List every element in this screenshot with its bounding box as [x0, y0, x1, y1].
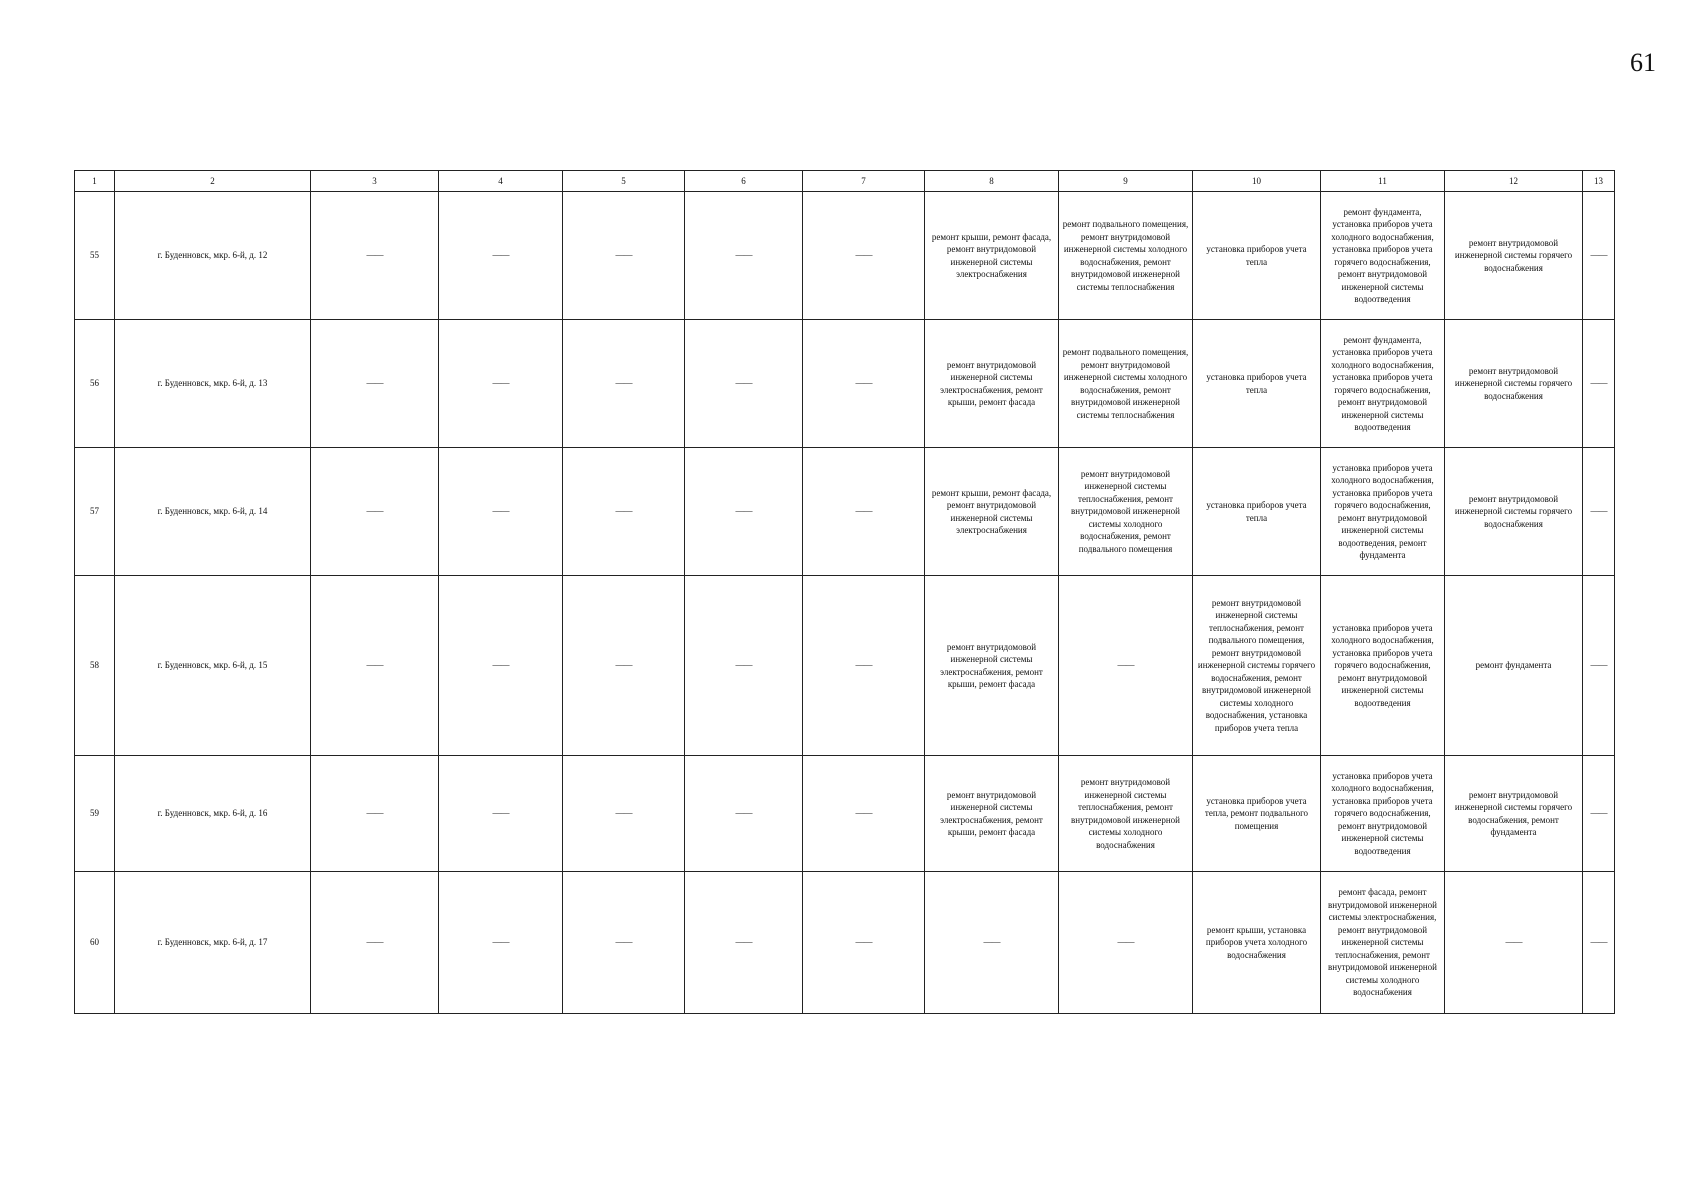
cell-col6: —— [685, 448, 803, 576]
cell-col13: —— [1583, 872, 1615, 1014]
row-number: 59 [75, 756, 115, 872]
address-cell: г. Буденновск, мкр. 6-й, д. 17 [115, 872, 311, 1014]
cell-col8: ремонт внутридомовой инженерной системы электроснабжения, ремонт крыши, ремонт фасада [925, 756, 1059, 872]
table-row [75, 872, 1615, 1014]
column-header-5: 5 [563, 171, 685, 192]
cell-col5: —— [563, 576, 685, 756]
cell-col8: —— [925, 872, 1059, 1014]
cell-col12: ремонт фундамента [1445, 576, 1583, 756]
cell-col12: ремонт внутридомовой инженерной системы горячего водоснабжения, ремонт фундамента [1445, 756, 1583, 872]
cell-col10: ремонт крыши, установка приборов учета холодного водоснабжения [1193, 872, 1321, 1014]
cell-col10: установка приборов учета тепла [1193, 320, 1321, 448]
column-header-9: 9 [1059, 171, 1193, 192]
cell-col4: —— [439, 756, 563, 872]
row-number: 60 [75, 872, 115, 1014]
cell-col7: —— [803, 192, 925, 320]
cell-col12: ремонт внутридомовой инженерной системы горячего водоснабжения [1445, 320, 1583, 448]
cell-col5: —— [563, 756, 685, 872]
cell-col10: установка приборов учета тепла, ремонт подвального помещения [1193, 756, 1321, 872]
cell-col3: —— [311, 756, 439, 872]
cell-col9: ремонт подвального помещения, ремонт внутридомовой инженерной системы холодного водоснабжения, ремонт внутридомовой инженерной системы теплоснабжения [1059, 192, 1193, 320]
column-header-12: 12 [1445, 171, 1583, 192]
header-row [75, 171, 1615, 192]
cell-col4: —— [439, 576, 563, 756]
cell-col8: ремонт крыши, ремонт фасада, ремонт внутридомовой инженерной системы электроснабжения [925, 192, 1059, 320]
row-number: 56 [75, 320, 115, 448]
column-header-3: 3 [311, 171, 439, 192]
cell-col3: —— [311, 576, 439, 756]
cell-col6: —— [685, 320, 803, 448]
cell-col13: —— [1583, 756, 1615, 872]
cell-col10: установка приборов учета тепла [1193, 192, 1321, 320]
cell-col3: —— [311, 192, 439, 320]
cell-col7: —— [803, 872, 925, 1014]
cell-col9: ремонт внутридомовой инженерной системы теплоснабжения, ремонт внутридомовой инженерной системы холодного водоснабжения [1059, 756, 1193, 872]
column-header-10: 10 [1193, 171, 1321, 192]
cell-col11: установка приборов учета холодного водоснабжения, установка приборов учета горячего водоснабжения, ремонт внутридомовой инженерной системы водоотведения [1321, 576, 1445, 756]
cell-col9: ремонт внутридомовой инженерной системы теплоснабжения, ремонт внутридомовой инженерной системы холодного водоснабжения, ремонт подвального помещения [1059, 448, 1193, 576]
address-cell: г. Буденновск, мкр. 6-й, д. 15 [115, 576, 311, 756]
cell-col10: установка приборов учета тепла [1193, 448, 1321, 576]
cell-col9: —— [1059, 872, 1193, 1014]
column-header-4: 4 [439, 171, 563, 192]
cell-col6: —— [685, 192, 803, 320]
cell-col5: —— [563, 872, 685, 1014]
row-number: 55 [75, 192, 115, 320]
cell-col4: —— [439, 192, 563, 320]
cell-col6: —— [685, 756, 803, 872]
table-row [75, 320, 1615, 448]
cell-col3: —— [311, 872, 439, 1014]
cell-col4: —— [439, 872, 563, 1014]
cell-col9: —— [1059, 576, 1193, 756]
cell-col9: ремонт подвального помещения, ремонт внутридомовой инженерной системы холодного водоснабжения, ремонт внутридомовой инженерной системы теплоснабжения [1059, 320, 1193, 448]
cell-col11: ремонт фундамента, установка приборов учета холодного водоснабжения, установка приборов учета горячего водоснабжения, ремонт внутридомовой инженерной системы водоотведения [1321, 192, 1445, 320]
row-number: 57 [75, 448, 115, 576]
table-row [75, 448, 1615, 576]
address-cell: г. Буденновск, мкр. 6-й, д. 13 [115, 320, 311, 448]
address-cell: г. Буденновск, мкр. 6-й, д. 12 [115, 192, 311, 320]
column-header-11: 11 [1321, 171, 1445, 192]
cell-col13: —— [1583, 448, 1615, 576]
cell-col12: ремонт внутридомовой инженерной системы горячего водоснабжения [1445, 448, 1583, 576]
cell-col7: —— [803, 756, 925, 872]
cell-col4: —— [439, 448, 563, 576]
cell-col11: ремонт фундамента, установка приборов учета холодного водоснабжения, установка приборов учета горячего водоснабжения, ремонт внутридомовой инженерной системы водоотведения [1321, 320, 1445, 448]
cell-col5: —— [563, 192, 685, 320]
cell-col11: ремонт фасада, ремонт внутридомовой инженерной системы электроснабжения, ремонт внутридомовой инженерной системы теплоснабжения, ремонт внутридомовой инженерной системы холодного водоснабжения [1321, 872, 1445, 1014]
cell-col5: —— [563, 320, 685, 448]
cell-col10: ремонт внутридомовой инженерной системы теплоснабжения, ремонт подвального помещения, ремонт внутридомовой инженерной системы горячего водоснабжения, ремонт внутридомовой инженерной системы холодного водоснабжения, установка приборов учета тепла [1193, 576, 1321, 756]
cell-col6: —— [685, 872, 803, 1014]
cell-col11: установка приборов учета холодного водоснабжения, установка приборов учета горячего водоснабжения, ремонт внутридомовой инженерной системы водоотведения, ремонт фундамента [1321, 448, 1445, 576]
cell-col12: ремонт внутридомовой инженерной системы горячего водоснабжения [1445, 192, 1583, 320]
row-number: 58 [75, 576, 115, 756]
cell-col3: —— [311, 448, 439, 576]
column-header-7: 7 [803, 171, 925, 192]
cell-col11: установка приборов учета холодного водоснабжения, установка приборов учета горячего водоснабжения, ремонт внутридомовой инженерной системы водоотведения [1321, 756, 1445, 872]
page-number: 61 [1630, 48, 1656, 77]
table-row [75, 576, 1615, 756]
cell-col4: —— [439, 320, 563, 448]
repair-schedule-table [74, 170, 1615, 1014]
cell-col7: —— [803, 576, 925, 756]
cell-col12: —— [1445, 872, 1583, 1014]
column-header-6: 6 [685, 171, 803, 192]
cell-col13: —— [1583, 576, 1615, 756]
column-header-8: 8 [925, 171, 1059, 192]
table-row [75, 192, 1615, 320]
cell-col6: —— [685, 576, 803, 756]
cell-col5: —— [563, 448, 685, 576]
cell-col7: —— [803, 448, 925, 576]
cell-col8: ремонт крыши, ремонт фасада, ремонт внутридомовой инженерной системы электроснабжения [925, 448, 1059, 576]
cell-col8: ремонт внутридомовой инженерной системы электроснабжения, ремонт крыши, ремонт фасада [925, 320, 1059, 448]
cell-col13: —— [1583, 192, 1615, 320]
address-cell: г. Буденновск, мкр. 6-й, д. 14 [115, 448, 311, 576]
cell-col8: ремонт внутридомовой инженерной системы электроснабжения, ремонт крыши, ремонт фасада [925, 576, 1059, 756]
column-header-2: 2 [115, 171, 311, 192]
cell-col13: —— [1583, 320, 1615, 448]
column-header-13: 13 [1583, 171, 1615, 192]
table-row [75, 756, 1615, 872]
cell-col7: —— [803, 320, 925, 448]
cell-col3: —— [311, 320, 439, 448]
column-header-1: 1 [75, 171, 115, 192]
address-cell: г. Буденновск, мкр. 6-й, д. 16 [115, 756, 311, 872]
